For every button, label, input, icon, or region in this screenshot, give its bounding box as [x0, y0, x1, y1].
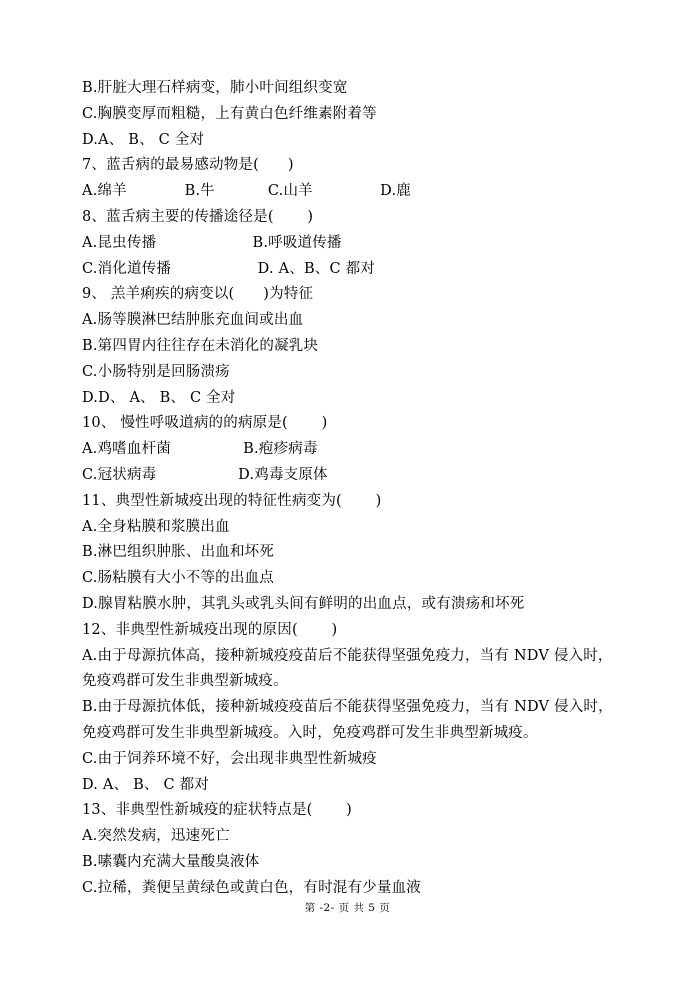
text-line: C.小肠特别是回肠溃疡	[82, 363, 230, 380]
text-line: B.由于母源抗体低，接种新城疫疫苗后不能获得坚强免疫力，当有 NDV 侵入时，	[82, 699, 613, 716]
text-line: 7、蓝舌病的最易感动物是( )	[82, 157, 294, 174]
text-line: A.肠等膜淋巴结肿胀充血间或出血	[82, 312, 304, 329]
page-footer: 第 -2- 页 共 5 页	[304, 902, 391, 914]
text-line: B.肝脏大理石样病变，肺小叶间组织变宽	[82, 80, 348, 96]
text-line: 13、非典型性新城疫的症状特点是( )	[82, 802, 353, 819]
text-line: A.全身粘膜和浆膜出血	[82, 518, 230, 535]
text-line: D. A、 B、 C 都对	[82, 776, 209, 793]
text-line: D.D、 A、 B、 C 全对	[82, 389, 236, 406]
text-line: C.肠粘膜有大小不等的出血点	[82, 570, 274, 587]
text-line: C.冠状病毒 D.鸡毒支原体	[82, 467, 328, 483]
text-line: A.突然发病，迅速死亡	[82, 828, 230, 845]
text-line: A.昆虫传播 B.呼吸道传播	[82, 234, 342, 251]
text-line: D.A、 B、 C 全对	[82, 131, 205, 148]
text-line: D.腺胃粘膜水肿，其乳头或乳头间有鲜明的出血点，或有溃疡和坏死	[82, 596, 525, 612]
text-line: C.由于饲养环境不好，会出现非典型性新城疫	[82, 750, 377, 767]
text-line: C.消化道传播 D. A、B、C 都对	[82, 260, 376, 277]
text-line: C.胸膜变厚而粗糙，上有黄白色纤维素附着等	[82, 105, 377, 122]
text-line: 免疫鸡群可发生非典型新城疫。	[82, 673, 288, 690]
text-line: A.绵羊 B.牛 C.山羊 D.鹿	[82, 183, 411, 200]
text-line: 9、 羔羊痢疾的病变以( )为特征	[82, 286, 314, 303]
text-line: 8、蓝舌病主要的传播途径是( )	[82, 209, 314, 225]
text-line: 12、非典型性新城疫出现的原因( )	[82, 621, 338, 638]
text-line: C.拉稀，粪便呈黄绿色或黄白色，有时混有少量血液	[82, 879, 421, 896]
text-line: B.嗉囊内充满大量酸臭液体	[82, 854, 260, 870]
text-line: A.鸡嗜血杆菌 B.疱疹病毒	[82, 441, 318, 458]
text-line: B.淋巴组织肿胀、出血和坏死	[82, 544, 275, 561]
text-line: B.第四胃内往往存在未消化的凝乳块	[82, 338, 319, 354]
text-line: 10、 慢性呼吸道病的的病原是( )	[82, 415, 328, 432]
text-line: 免疫鸡群可发生非典型新城疫。入时，免疫鸡群可发生非典型新城疫。	[82, 725, 538, 741]
text-line: 11、典型性新城疫出现的特征性病变为( )	[82, 492, 382, 509]
text-line: A.由于母源抗体高，接种新城疫疫苗后不能获得坚强免疫力，当有 NDV 侵入时，	[82, 647, 613, 664]
